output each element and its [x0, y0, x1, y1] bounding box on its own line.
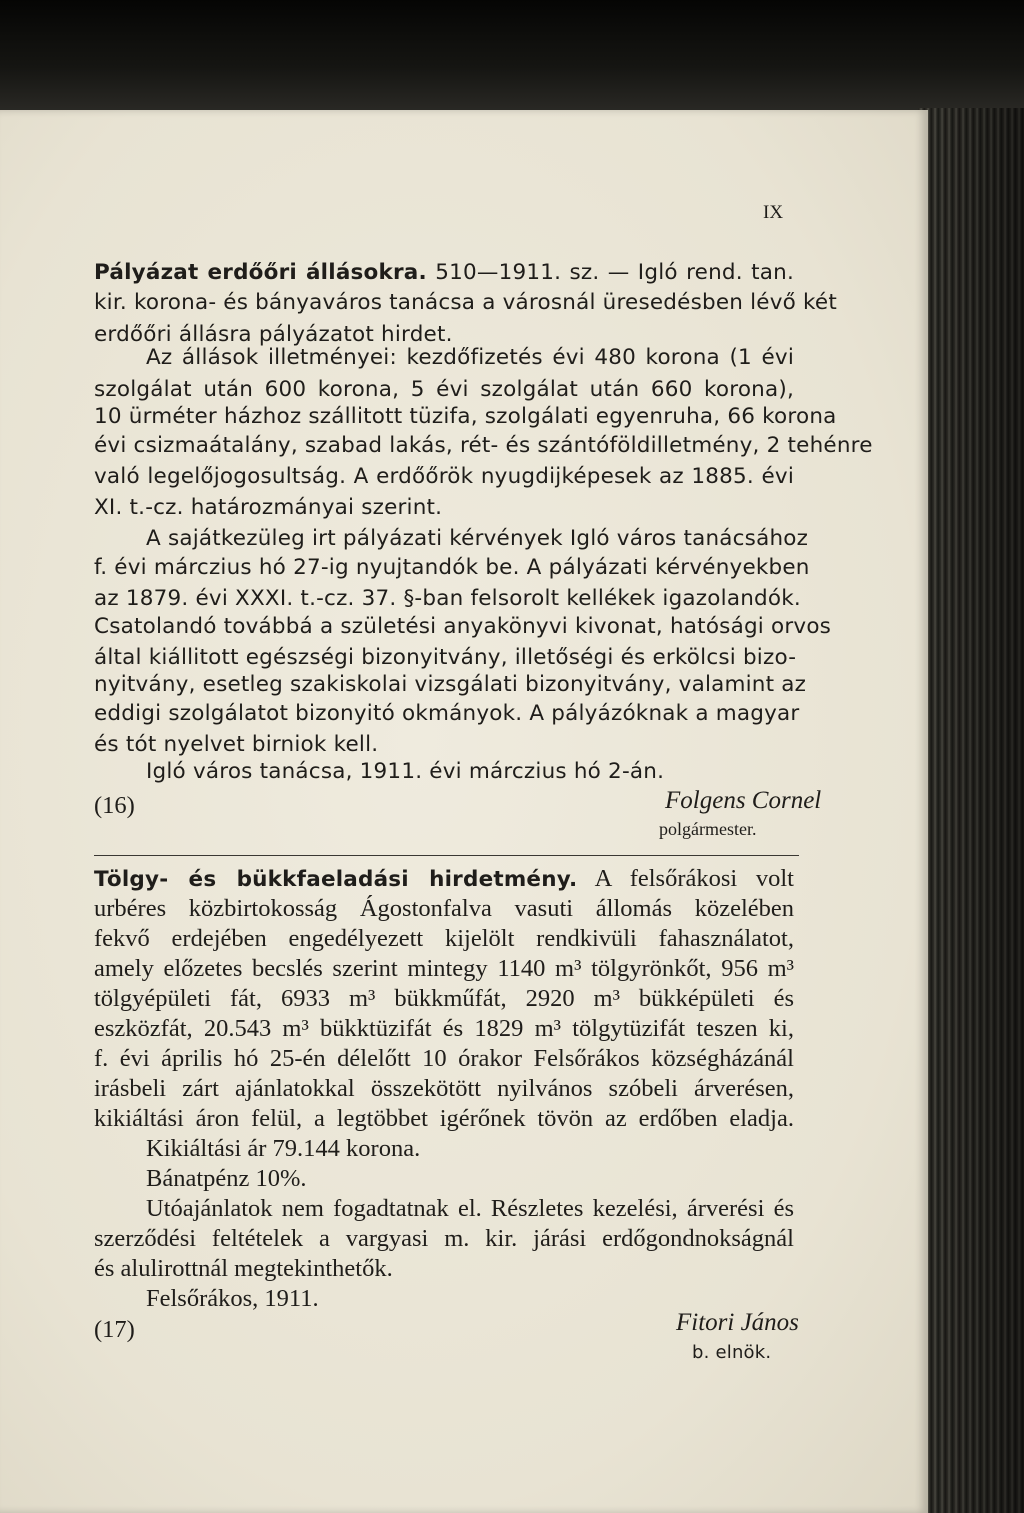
- notice-1-line: erdőőri állásra pályázatot hirdet.: [94, 322, 453, 347]
- notice-2-line-1: Tölgy- és bükkfaeladási hirdetmény. A felsőrákosi volt: [94, 865, 794, 892]
- notice-1-date-line: Igló város tanácsa, 1911. évi márczius hó 2-án.: [146, 759, 665, 784]
- notice-2-line: Utóajánlatok nem fogadtatnak el. Részletes kezelési, árverési és: [146, 1195, 794, 1222]
- notice-2-line: urbéres közbirtokosság Ágostonfalva vasuti állomás közelében: [94, 895, 794, 922]
- notice-1-line: Csatolandó továbbá a születési anyakönyvi kivonat, hatósági orvos: [94, 614, 832, 639]
- notice-2-heading: Tölgy- és bükkfaeladási hirdetmény.: [94, 867, 578, 892]
- notice-1-line: Az állások illetményei: kezdőfizetés évi 480 korona (1 évi: [146, 345, 794, 370]
- notice-2-line: szerződési feltételek a vargyasi m. kir. járási erdőgondnokságnál: [94, 1225, 794, 1252]
- notice-1-signer-title: polgármester.: [659, 819, 757, 839]
- notice-1-line: és tót nyelvet birniok kell.: [94, 732, 379, 757]
- page-number: IX: [763, 202, 784, 223]
- notice-1-line: 10 ürméter házhoz szállitott tüzifa, szolgálati egyenruha, 66 korona: [94, 404, 837, 429]
- notice-2-line: irásbeli zárt ajánlatokkal összekötött nyilvános szóbeli árverésen,: [94, 1075, 794, 1102]
- book-page: [0, 110, 928, 1513]
- scan-background: [0, 0, 1024, 112]
- notice-1-number: (16): [94, 792, 135, 819]
- section-divider: [94, 855, 799, 856]
- notice-1-line: nyitvány, esetleg szakiskolai vizsgálati bizonyitvány, valamint az: [94, 672, 807, 697]
- notice-2-line: és alulirottnál megtekinthetők.: [94, 1255, 393, 1282]
- notice-1-line: kir. korona- és bányaváros tanácsa a városnál üresedésben lévő két: [94, 290, 837, 315]
- notice-2-line: kikiáltási áron felül, a legtöbbet igérőnek tövön az erdőben eladja.: [94, 1105, 794, 1132]
- notice-2-line: eszközfát, 20.543 m³ bükktüzifát és 1829 m³ tölgytüzifát teszen ki,: [94, 1015, 794, 1042]
- notice-2-signer: Fitori János: [676, 1309, 799, 1336]
- notice-2-line: tölgyépületi fát, 6933 m³ bükkműfát, 2920 m³ bükképületi és: [94, 985, 794, 1012]
- notice-1-signer: Folgens Cornel: [665, 787, 822, 814]
- notice-1-heading: Pályázat erdőőri állásokra.: [94, 260, 427, 285]
- notice-2-line: f. évi április hó 25-én délelőtt 10 órakor Felsőrákos községházánál: [94, 1045, 794, 1072]
- notice-2-number: (17): [94, 1316, 135, 1343]
- notice-1-line: való legelőjogosultság. A erdőőrök nyugdijképesek az 1885. évi: [94, 464, 794, 489]
- notice-1-line: szolgálat után 600 korona, 5 évi szolgálat után 660 korona),: [94, 377, 794, 402]
- notice-1-line: az 1879. évi XXXI. t.-cz. 37. §-ban felsorolt kellékek igazolandók.: [94, 586, 801, 611]
- notice-1-line: f. évi márczius hó 27-ig nyujtandók be. A pályázati kérvényekben: [94, 555, 810, 580]
- notice-1-line: által kiállitott egészségi bizonyitvány, illetőségi és erkölcsi bizo-: [94, 645, 797, 670]
- notice-1-line: XI. t.-cz. határozmányai szerint.: [94, 495, 443, 520]
- notice-2-starting-price: Kikiáltási ár 79.144 korona.: [146, 1135, 421, 1162]
- notice-2-line: fekvő erdejében engedélyezett kijelölt rendkivüli fahasználatot,: [94, 925, 794, 952]
- notice-1-line: évi csizmaátalány, szabad lakás, rét- és szántóföldilletmény, 2 tehénre: [94, 433, 873, 458]
- notice-2-signer-title: b. elnök.: [692, 1342, 772, 1363]
- notice-1-line-1: Pályázat erdőőri állásokra. 510—1911. sz. — Igló rend. tan.: [94, 260, 794, 285]
- notice-2-deposit: Bánatpénz 10%.: [146, 1165, 307, 1192]
- notice-2-place-date: Felsőrákos, 1911.: [146, 1285, 319, 1312]
- notice-2-line: amely előzetes becslés szerint mintegy 1140 m³ tölgyrönkőt, 956 m³: [94, 955, 794, 982]
- page-stack-shadow: [918, 108, 1024, 1513]
- notice-1-line: A sajátkezüleg irt pályázati kérvények Igló város tanácsához: [146, 526, 809, 551]
- notice-1-line: eddigi szolgálatot bizonyitó okmányok. A pályázóknak a magyar: [94, 701, 800, 726]
